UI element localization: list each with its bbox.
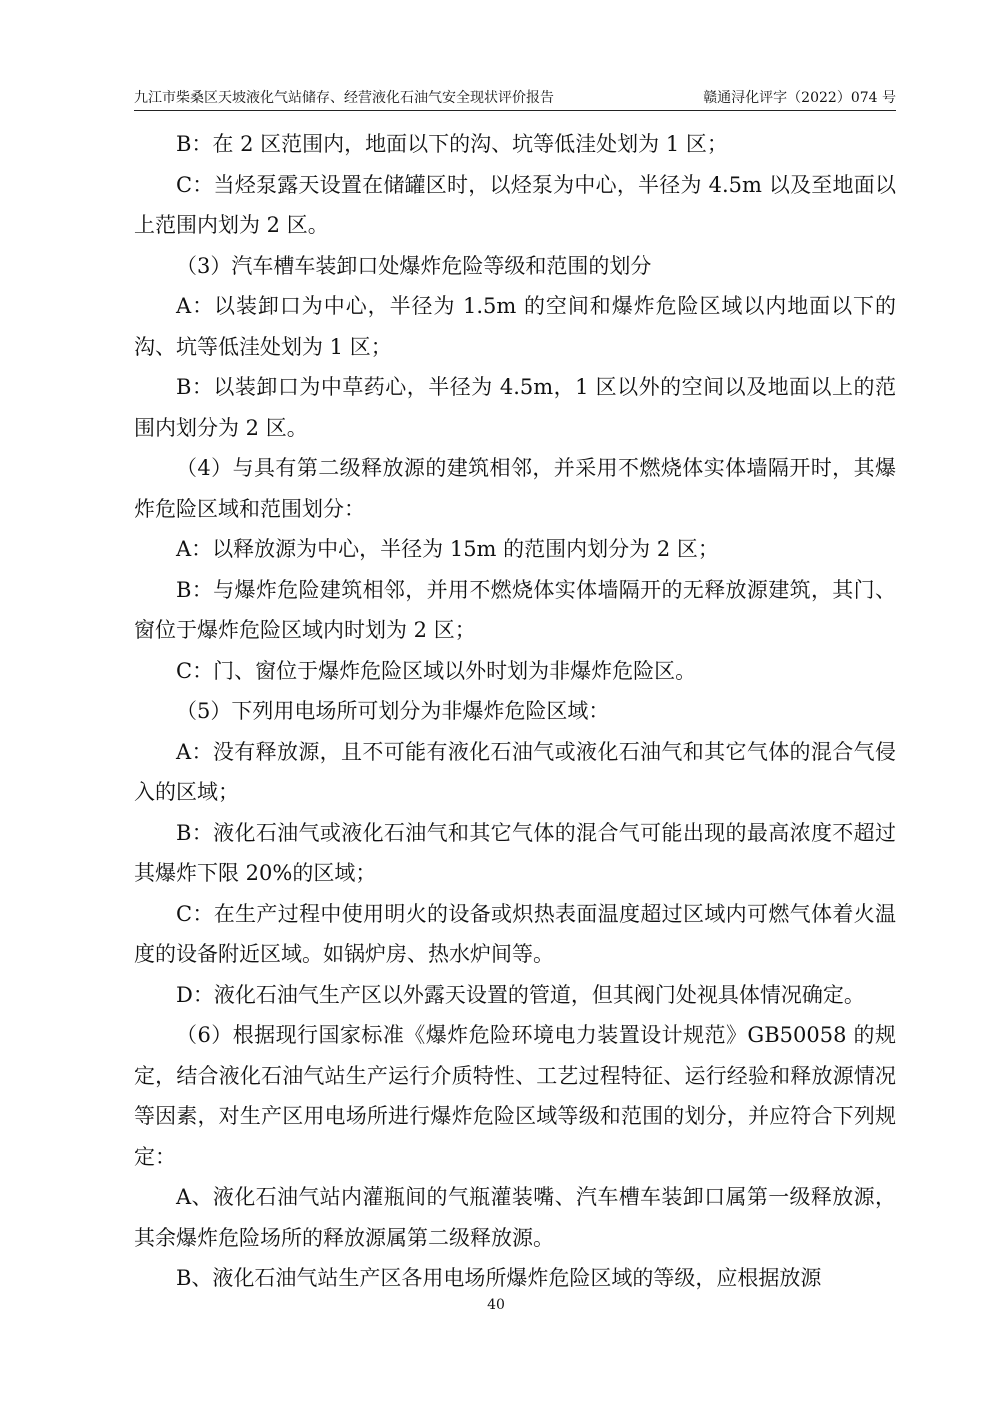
paragraph: C：门、窗位于爆炸危险区域以外时划为非爆炸危险区。 <box>176 658 697 683</box>
paragraph: （3）汽车槽车装卸口处爆炸危险等级和范围的划分 <box>176 253 652 278</box>
paragraph: C：在生产过程中使用明火的设备或炽热表面温度超过区域内可燃气体着火温度的设备附近区域。如锅炉房、热水炉间等。 <box>134 901 896 966</box>
header-report-title: 九江市柴桑区天坡液化气站储存、经营液化石油气安全现状评价报告 <box>134 90 554 106</box>
body-text <box>134 124 896 1299</box>
paragraph: A、液化石油气站内灌瓶间的气瓶灌装嘴、汽车槽车装卸口属第一级释放源，其余爆炸危险场所的释放源属第二级释放源。 <box>134 1185 896 1250</box>
paragraph: C：当烃泵露天设置在储罐区时，以烃泵为中心，半径为 4.5m 以及至地面以上范围内划为 2 区。 <box>134 172 896 237</box>
paragraph: A：以装卸口为中心，半径为 1.5m 的空间和爆炸危险区域以内地面以下的沟、坑等低洼处划为 1 区； <box>134 294 896 359</box>
running-header <box>134 88 896 111</box>
paragraph: B：与爆炸危险建筑相邻，并用不燃烧体实体墙隔开的无释放源建筑，其门、窗位于爆炸危险区域内时划为 2 区； <box>134 577 896 642</box>
paragraph: A：没有释放源，且不可能有液化石油气或液化石油气和其它气体的混合气侵入的区域； <box>134 739 896 804</box>
paragraph: B、液化石油气站生产区各用电场所爆炸危险区域的等级，应根据放源 <box>176 1266 822 1290</box>
paragraph: D：液化石油气生产区以外露天设置的管道，但其阀门处视具体情况确定。 <box>176 982 865 1007</box>
paragraph: B：液化石油气或液化石油气和其它气体的混合气可能出现的最高浓度不超过其爆炸下限 20%的区域； <box>134 820 896 885</box>
page-number: 40 <box>487 1297 505 1313</box>
header-document-number: 赣通浔化评字（2022）074 号 <box>703 90 896 106</box>
paragraph: （6）根据现行国家标准《爆炸危险环境电力装置设计规范》GB50058 的规定，结合液化石油气站生产运行介质特性、工艺过程特征、运行经验和释放源情况等因素，对生产区用电场所进行爆炸危险区域等级和范围的划分，并应符合下列规定： <box>134 1023 896 1169</box>
paragraph: A：以释放源为中心，半径为 15m 的范围内划分为 2 区； <box>176 537 719 561</box>
paragraph: B：以装卸口为中草药心，半径为 4.5m，1 区以外的空间以及地面以上的范围内划分为 2 区。 <box>134 375 896 440</box>
paragraph: （4）与具有第二级释放源的建筑相邻，并采用不燃烧体实体墙隔开时，其爆炸危险区域和范围划分： <box>134 456 896 521</box>
paragraph: B：在 2 区范围内，地面以下的沟、坑等低洼处划为 1 区； <box>176 132 728 156</box>
paragraph: （5）下列用电场所可划分为非爆炸危险区域： <box>176 699 610 723</box>
